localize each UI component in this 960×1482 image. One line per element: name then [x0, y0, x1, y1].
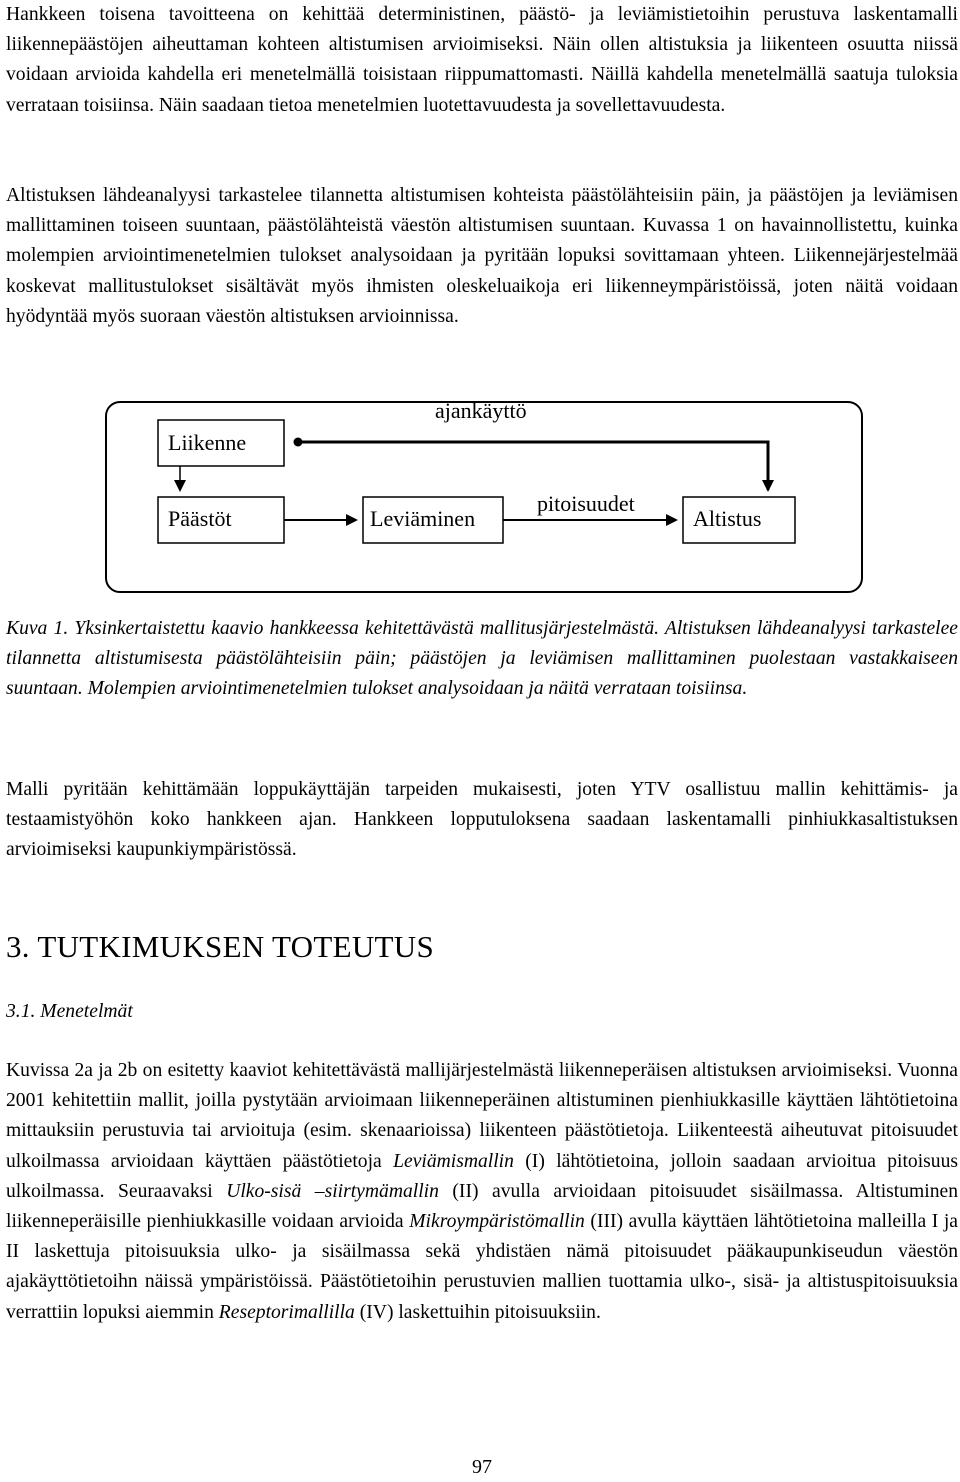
page-number: 97 — [472, 1456, 492, 1478]
methods-text-4: (III) avulla käyttäen lähtötietoina malleilla I ja II laskettuja pitoisuuksia ulko- ja sisäilmassa sekä yhdistäen nämä pitoisuudet pääkaupunkiseudun väestön ajakäyttötietoihn näissä ympäristöissä. Päästötietoihin perustuvien mallien tuottamia ulko-, sisä- ja altistuspitoisuuksia verrattiin lopuksi aiemmin — [6, 1211, 958, 1323]
label-leviaminen: Leviäminen — [370, 506, 476, 531]
label-paastot: Päästöt — [168, 506, 232, 531]
methods-text-2: (I) lähtötietoina, jolloin saadaan arvioitua pitoisuus ulkoilmassa. Seuraavaksi — [6, 1150, 959, 1202]
label-altistus: Altistus — [693, 506, 762, 531]
paragraph-intro — [6, 0, 958, 121]
methods-text-1: Kuvissa 2a ja 2b on esitetty kaaviot kehitettävästä mallijärjestelmästä liikenneperäisen altistuksen arvioimiseksi. Vuonna 2001 kehitettiin mallit, joilla pystytään arvioimaan liikenneperäinen altistuminen pienhiukkasille käyttäen lähtötietoina mittauksiin perustuvia tai arvioituja (esim. skenaarioissa) liikenteen päästötietoja. Liikenteestä aiheutuvat pitoisuudet ulkoilmassa arvioidaan käyttäen päästötietoja — [6, 1060, 958, 1172]
label-liikenne: Liikenne — [168, 430, 247, 455]
figure-1-diagram — [6, 380, 958, 600]
subsection-heading: 3.1. Menetelmät — [6, 1001, 133, 1022]
paragraph-intro-text: Hankkeen toisena tavoitteena on kehittää deterministinen, päästö- ja leviämistietoihin perustuva laskentamalli liikennepäästöjen aiheuttaman kohteen altistumisen arvioimiseksi. Näin ollen altistuksia ja liikenteen osuutta niissä voidaan arvioida kahdella eri menetelmällä toisistaan riippumattomasti. Näillä kahdella menetelmällä saatuja tuloksia verrataan toisiinsa. Näin saadaan tietoa menetelmien luotettavuudesta ja sovellettavuudesta. — [6, 4, 958, 116]
arrow-ajankaytto — [298, 442, 768, 490]
methods-model-name-1: Leviämismallin — [393, 1150, 514, 1172]
methods-text-3: (II) avulla arvioidaan pitoisuudet sisäilmassa. Altistuminen liikenneperäisille pienhiukkasille voidaan arvioida — [6, 1180, 958, 1233]
methods-text-5: (IV) laskettuihin pitoisuuksiin. — [354, 1301, 601, 1323]
methods-model-name-2: Ulko-sisä –siirtymämallin — [226, 1180, 439, 1202]
methods-model-name-4: Reseptorimallilla — [218, 1301, 355, 1323]
methods-model-name-3: Mikroympäristömallin — [409, 1211, 585, 1233]
label-pitoisuudet: pitoisuudet — [537, 491, 635, 516]
paragraph-methods — [6, 1056, 958, 1328]
section-heading: 3. TUTKIMUKSEN TOTEUTUS — [6, 929, 434, 964]
figure-caption: Kuva 1. Yksinkertaistettu kaavio hankkeessa kehitettävästä mallitusjärjestelmästä. Altistuksen lähdeanalyysi tarkastelee tilannetta altistumisesta päästölähteisiin päin; päästöjen ja leviämisen mallittaminen puolestaan vastakkaiseen suuntaan. Molempien arviointimenetelmien tulokset analysoidaan ja näitä verrataan toisiinsa. — [6, 618, 958, 700]
paragraph-source-analysis: Altistuksen lähdeanalyysi tarkastelee tilannetta altistumisen kohteista päästölähteisiin päin, ja päästöjen ja leviämisen mallittaminen toiseen suuntaan, päästölähteistä väestön altistumisen suuntaan. Kuvassa 1 on havainnollistettu, kuinka molempien arviointimenetelmien tulokset analysoidaan ja pyritään lopuksi sovittamaan yhteen. Liikennejärjestelmää koskevat mallitustulokset sisältävät myös ihmisten oleskeluaikoja eri liikenneympäristöissä, joten näitä voidaan hyödyntää myös suoraan väestön altistuksen arvioinnissa. — [6, 185, 958, 327]
paragraph-model-development: Malli pyritään kehittämään loppukäyttäjän tarpeiden mukaisesti, joten YTV osallistuu mallin kehittämis- ja testaamistyöhön koko hankkeen ajan. Hankkeen lopputuloksena saadaan laskentamalli pinhiukkasaltistuksen arvioimiseksi kaupunkiympäristössä. — [6, 779, 958, 861]
label-ajankaytto: ajankäyttö — [435, 398, 527, 423]
